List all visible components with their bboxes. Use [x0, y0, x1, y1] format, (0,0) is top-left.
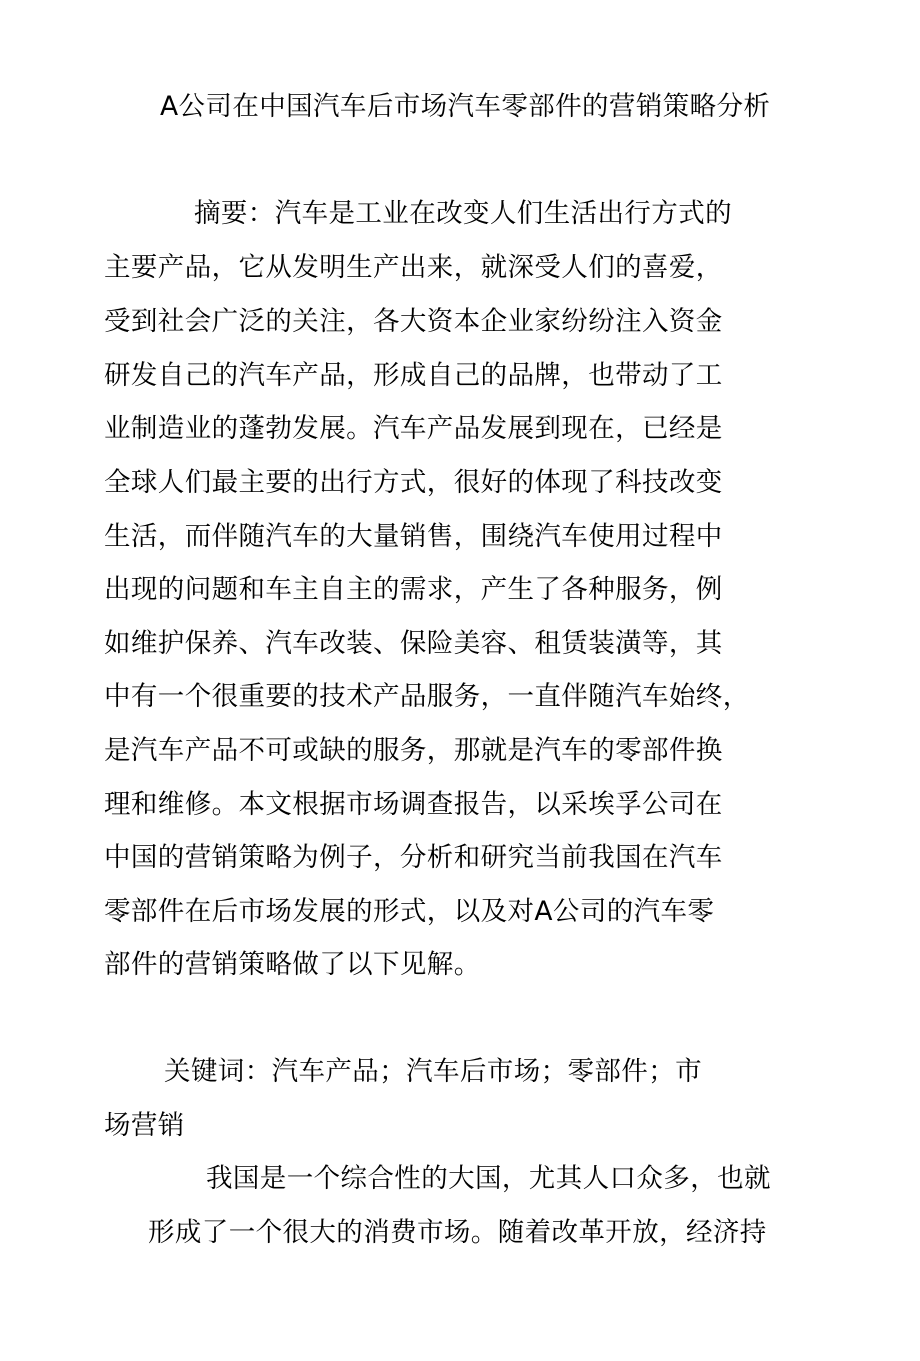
abstract-line: 是汽车产品不可或缺的服务，那就是汽车的零部件换 — [104, 735, 723, 766]
abstract-line: 中有一个很重要的技术产品服务，一直伴随汽车始终， — [104, 681, 750, 712]
abstract-line: 研发自己的汽车产品，形成自己的品牌，也带动了工 — [104, 360, 723, 391]
abstract-line: 受到社会广泛的关注，各大资本企业家纷纷注入资金 — [104, 306, 723, 337]
body-line: 形成了一个很大的消费市场。随着改革开放，经济持 — [148, 1217, 767, 1248]
abstract-line: 出现的问题和车主自主的需求，产生了各种服务，例 — [104, 574, 723, 605]
abstract-line: 中国的营销策略为例子，分析和研究当前我国在汽车 — [104, 842, 723, 873]
abstract-line: 理和维修。本文根据市场调查报告，以采埃孚公司在 — [104, 789, 723, 820]
abstract-line: 全球人们最主要的出行方式，很好的体现了科技改变 — [104, 467, 723, 498]
keywords-line: 场营销 — [104, 1110, 185, 1141]
abstract-line: 摘要：汽车是工业在改变人们生活出行方式的 — [194, 198, 732, 229]
keywords-line: 关键词：汽车产品；汽车后市场；零部件；市 — [164, 1056, 702, 1087]
abstract-line: 生活，而伴随汽车的大量销售，围绕汽车使用过程中 — [104, 521, 723, 552]
document-title: A公司在中国汽车后市场汽车零部件的营销策略分析 — [160, 91, 771, 122]
abstract-line: 如维护保养、汽车改装、保险美容、租赁装潢等，其 — [104, 628, 723, 659]
abstract-line: 部件的营销策略做了以下见解。 — [104, 949, 481, 980]
abstract-line: 零部件在后市场发展的形式，以及对A公司的汽车零 — [104, 896, 715, 927]
abstract-line: 主要产品，它从发明生产出来，就深受人们的喜爱， — [104, 252, 723, 283]
abstract-line: 业制造业的蓬勃发展。汽车产品发展到现在，已经是 — [104, 413, 723, 444]
body-line: 我国是一个综合性的大国，尤其人口众多，也就 — [206, 1163, 771, 1194]
